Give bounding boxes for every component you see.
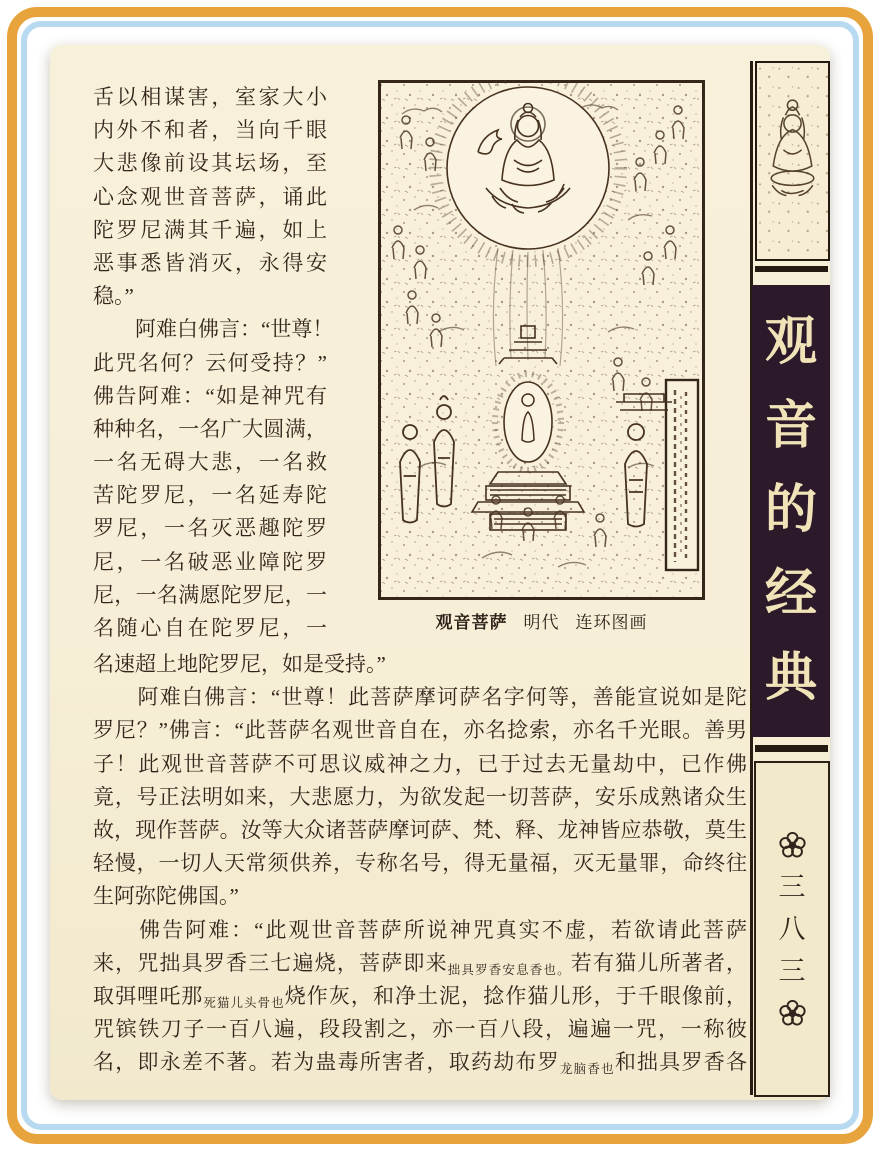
caption-era: 明代 [523, 613, 560, 632]
flower-ornament-icon [779, 1000, 806, 1027]
text-line: 种种名，一名广大圆满， [93, 416, 327, 441]
text-line: 舌以相谋害，室家大小 [93, 85, 327, 109]
text-line: 阿难白佛言：“世尊！ [93, 317, 334, 342]
caption-type: 连环图画 [575, 613, 648, 632]
title-character: 音 [764, 398, 817, 455]
guanyin-woodblock-illustration [378, 80, 705, 600]
text-line: 轻慢，一切人天常须供养，专称名号，得无量福，灭无量罪，命终往 [93, 851, 747, 876]
text-line: 佛告阿难：“此观世音菩萨所说神咒真实不虚，若欲请此菩萨 [93, 917, 747, 942]
text-line: 尼，一名满愿陀罗尼，一 [93, 582, 327, 607]
text-line: 竟，号正法明如来，大悲愿力，为欲发起一切菩萨，安乐成熟诸众生 [93, 784, 747, 809]
illustration-caption [378, 608, 705, 633]
sidebar-guanyin-box [755, 61, 830, 261]
text-line: 咒镔铁刀子一百八遍，段段割之，亦一百八段，遍遍一咒，一称彼 [93, 1017, 747, 1042]
main-text-narrow-column [93, 81, 334, 645]
text-line: 名随心自在陀罗尼，一 [93, 616, 327, 640]
text-line: 陀罗尼满其千遍，如上 [93, 217, 327, 242]
book-title-vertical [752, 285, 830, 737]
text-line: 罗尼，一名灭恶趣陀罗 [93, 516, 327, 541]
text-line: 取弭哩吒那死猫儿头骨也烧作灰，和净土泥，捻作猫儿形，于千眼像前， [93, 983, 747, 1010]
text-line: 大悲像前设其坛场，至 [93, 151, 327, 176]
text-line: 尼，一名破恶业障陀罗 [93, 549, 327, 574]
page-number-digits [778, 871, 806, 986]
sidebar-divider-bottom [755, 745, 828, 752]
text-line: 名，即永差不著。若为蛊毒所害者，取药劫布罗龙脑香也和拙具罗香各 [93, 1050, 747, 1077]
sidebar-divider-top [755, 266, 828, 272]
text-line: 阿难白佛言：“世尊！此菩萨摩诃萨名字何等，善能宣说如是陀 [93, 685, 747, 710]
text-line: 佛告阿难：“如是神咒有 [93, 383, 327, 408]
title-character: 经 [764, 566, 817, 623]
text-line: 恶事悉皆消灭，永得安 [93, 250, 327, 275]
text-line: 生阿弥陀佛国。” [93, 884, 239, 909]
woodblock-print-icon [378, 80, 705, 600]
text-line: 内外不和者，当向千眼 [93, 118, 327, 143]
text-line: 苦陀罗尼，一名延寿陀 [93, 483, 327, 508]
text-line: 名速超上地陀罗尼，如是受持。” [93, 652, 386, 676]
page-number-digit: 八 [778, 913, 806, 944]
title-character: 观 [764, 314, 817, 371]
page-number-digit: 三 [778, 871, 806, 902]
caption-title: 观音菩萨 [435, 613, 508, 632]
page-number-digit: 三 [778, 955, 806, 986]
text-line: 一名无碍大悲，一名救 [93, 450, 327, 475]
title-character: 典 [764, 650, 817, 707]
text-line: 故，现作菩萨。汝等大众诸菩萨摩诃萨、梵、释、龙神皆应恭敬，莫生 [93, 817, 747, 842]
main-text-wide-column [93, 648, 747, 1079]
text-line: 心念观世音菩萨，诵此 [93, 184, 327, 209]
text-line: 稳。” [93, 284, 134, 309]
text-line: 罗尼？”佛言：“此菩萨名观世音自在，亦名捻索，亦名千光眼。善男 [93, 718, 747, 743]
seated-guanyin-icon [757, 63, 828, 259]
text-line: 子！此观世音菩萨不可思议威神之力，已于过去无量劫中，已作佛 [93, 751, 747, 776]
page-number-box [754, 761, 830, 1097]
flower-ornament-icon [779, 832, 806, 859]
text-line: 此咒名何？云何受持？” [93, 350, 327, 375]
text-line: 来，咒拙具罗香三七遍烧，菩萨即来拙具罗香安息香也。若有猫儿所著者， [93, 950, 747, 977]
scanned-paper [50, 45, 830, 1100]
title-character: 的 [764, 482, 817, 539]
